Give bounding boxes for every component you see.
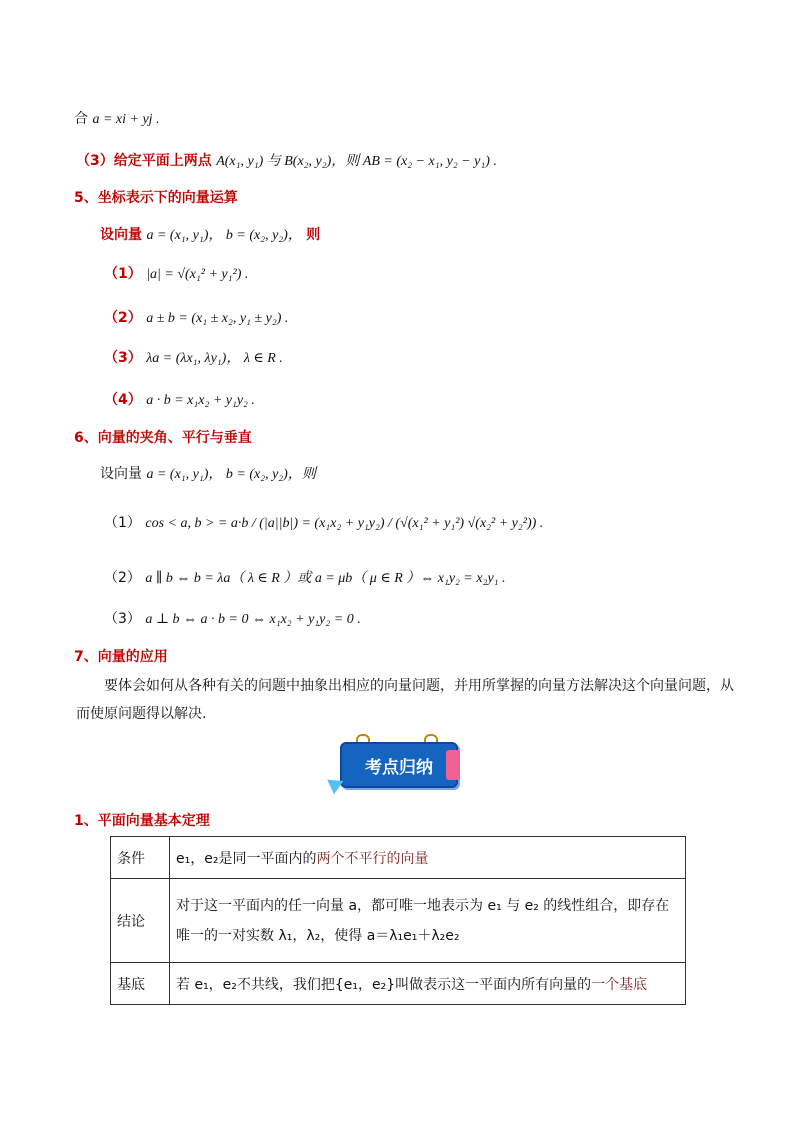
section-5-item-2: [104, 307, 288, 327]
row-head-condition: 条件: [111, 837, 170, 879]
basis-highlight: 一个基底: [591, 976, 648, 993]
section-6-item-2-label: （2）: [104, 570, 141, 586]
top-line: [74, 108, 160, 128]
row-body-condition: [170, 837, 686, 879]
item-3-line: [76, 150, 497, 170]
table-row: [111, 963, 686, 1005]
banner-kaodian: 考点归纳: [340, 742, 458, 788]
theorem-table: [110, 836, 686, 1005]
section-6-item-1: [104, 512, 543, 532]
theorem-heading: 1、平面向量基本定理: [74, 813, 210, 829]
section-6-item-3-label: （3）: [104, 611, 141, 627]
section-6-item-1-label: （1）: [104, 515, 141, 531]
section-5-intro-label: 设向量: [100, 227, 142, 243]
basis-text: 若 e₁，e₂不共线，我们把{e₁，e₂}叫做表示这一平面内所有向量的: [176, 976, 592, 993]
section-5-item-3-formula: λa = (λx₁, λy₁)， λ ∈ R .: [146, 351, 283, 366]
section-5-heading: 5、坐标表示下的向量运算: [74, 190, 238, 206]
section-5-item-1: [104, 263, 248, 283]
banner-flag-icon: [446, 750, 460, 780]
top-line-formula: a = xi + yj .: [92, 112, 160, 127]
item-3-label: （3）给定平面上两点: [76, 153, 212, 169]
row-body-conclusion: [170, 879, 686, 963]
section-6-intro-label: 设向量: [100, 466, 142, 482]
section-5-item-4-formula: a · b = x₁x₂ + y₁y₂ .: [146, 393, 255, 408]
section-6-item-2-formula: a ∥ b ⇔ b = λa（ λ ∈ R ）或 a = μb（ μ ∈ R ）⇔ x₁y₂ = x₂y₁ .: [145, 571, 506, 586]
section-7-heading: 7、向量的应用: [74, 649, 168, 665]
row-head-basis: 基底: [111, 963, 170, 1005]
conclusion-text: 对于这一平面内的任一向量 a，都可唯一地表示为 e₁ 与 e₂ 的线性组合，即存在唯一的一对实数 λ₁，λ₂，使得 a＝λ₁e₁＋λ₂e₂: [176, 897, 670, 944]
section-7-paragraph: 要体会如何从各种有关的问题中抽象出相应的向量问题，并用所掌握的向量方法解决这个向量问题，从而使原问题得以解决.: [76, 678, 734, 722]
row-body-basis: [170, 963, 686, 1005]
section-6-heading: 6、向量的夹角、平行与垂直: [74, 430, 252, 446]
section-6-item-1-formula: cos < a, b > = a·b / (|a||b|) = (x₁x₂ + y₁y₂) / (√(x₁² + y₁²) √(x₂² + y₂²)) .: [145, 516, 544, 531]
section-5-intro: [100, 224, 320, 244]
table-row: [111, 837, 686, 879]
section-6-item-3: [104, 608, 361, 628]
section-5-item-3-label: （3）: [104, 350, 142, 366]
section-5-item-4-label: （4）: [104, 392, 142, 408]
section-5-item-1-label: （1）: [104, 266, 142, 282]
section-6-intro: [100, 463, 316, 483]
section-5-item-2-formula: a ± b = (x₁ ± x₂, y₁ ± y₂) .: [146, 311, 289, 326]
section-5-item-4: [104, 389, 255, 409]
section-5-item-2-label: （2）: [104, 310, 142, 326]
section-5-intro-formula: a = (x₁, y₁)， b = (x₂, y₂)，: [146, 228, 302, 243]
top-line-prefix: 合: [74, 111, 88, 127]
section-6-item-3-formula: a ⊥ b ⇔ a · b = 0 ⇔ x₁x₂ + y₁y₂ = 0 .: [145, 612, 361, 627]
row-head-conclusion: 结论: [111, 879, 170, 963]
condition-text: e₁，e₂是同一平面内的: [176, 850, 317, 867]
condition-highlight: 两个不平行的向量: [316, 850, 429, 867]
item-3-formula: A(x₁, y₁) 与 B(x₂, y₂)，则 AB = (x₂ − x₁, y₂ − y₁) .: [216, 154, 497, 169]
section-5-item-1-formula: |a| = √(x₁² + y₁²) .: [146, 267, 249, 282]
section-6-intro-formula: a = (x₁, y₁)， b = (x₂, y₂)，则: [146, 467, 316, 482]
section-5-item-3: [104, 347, 283, 367]
section-6-item-2: [104, 567, 506, 587]
table-row: [111, 879, 686, 963]
section-5-intro-then: 则: [306, 227, 321, 243]
